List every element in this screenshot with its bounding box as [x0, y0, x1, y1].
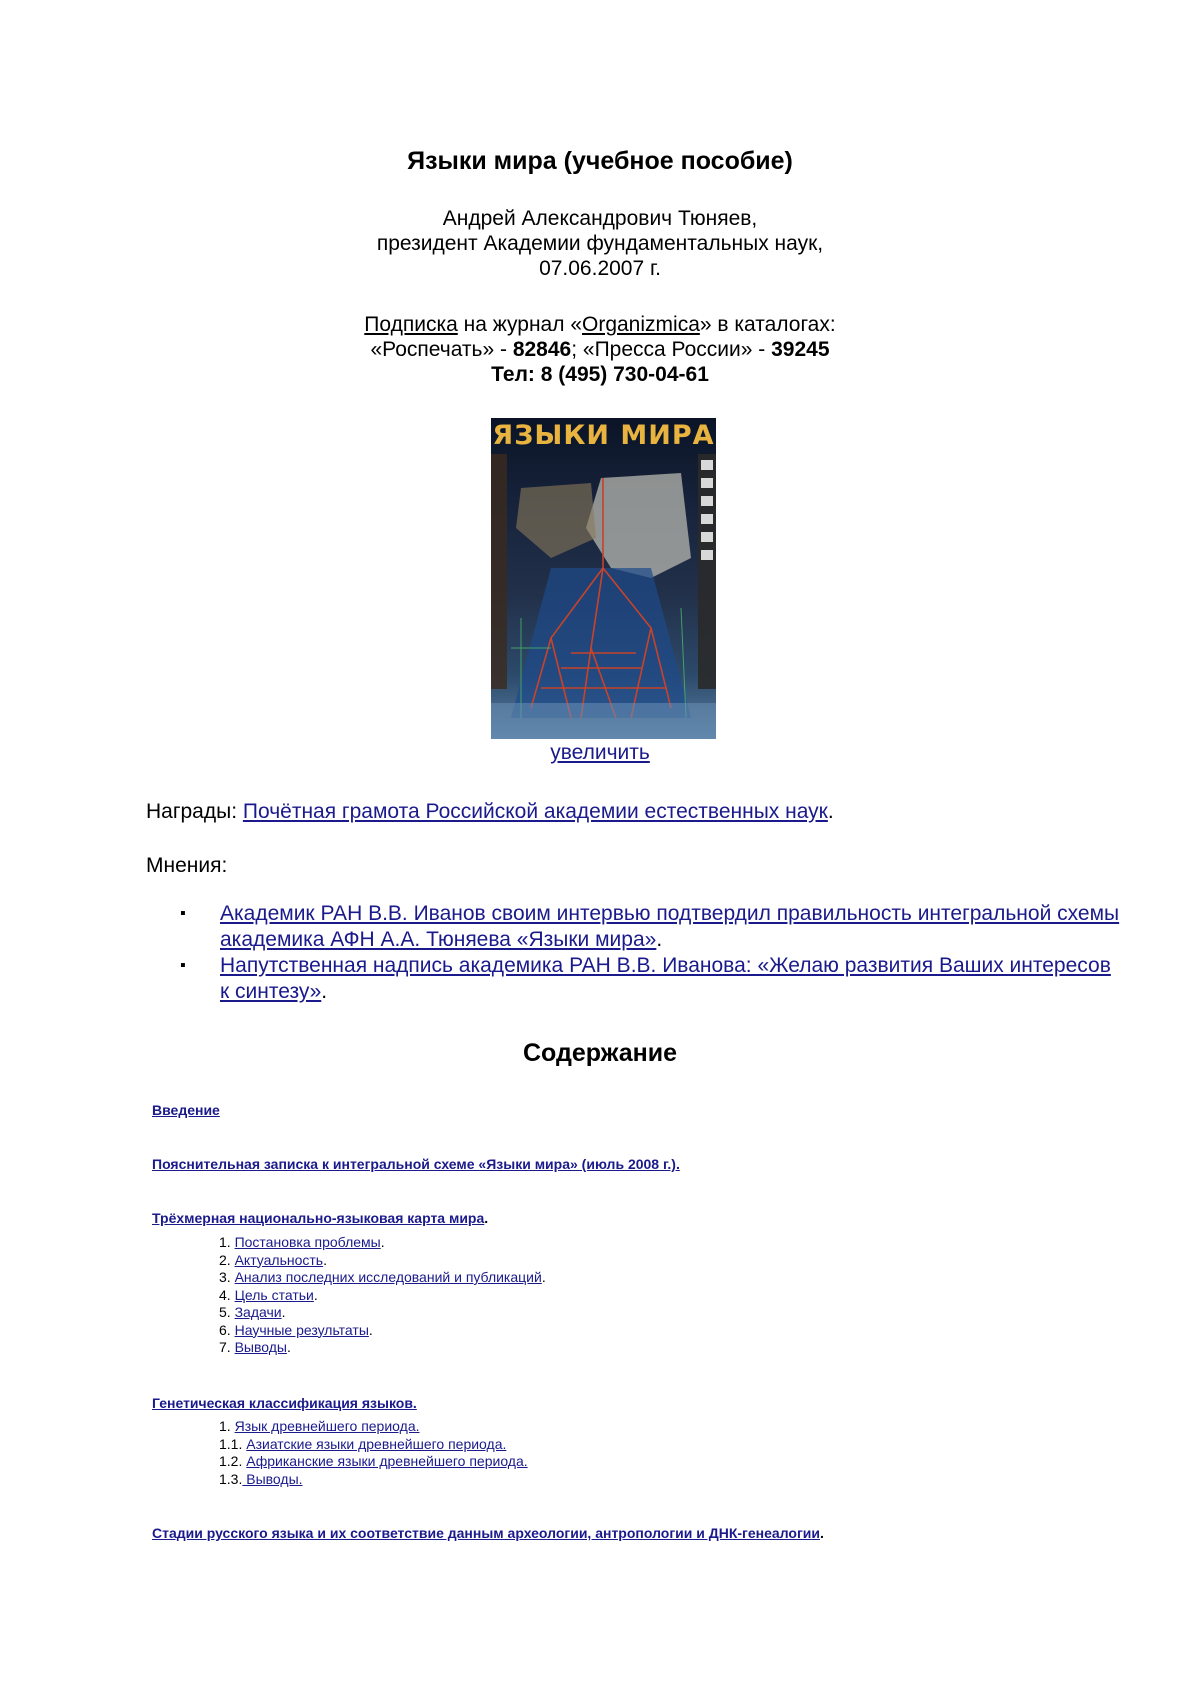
- toc-link-map[interactable]: Трёхмерная национально-языковая карта мира: [152, 1210, 485, 1226]
- phone: Тел: 8 (495) 730-04-61: [491, 363, 709, 386]
- list-item: [219, 1471, 528, 1489]
- item-number: 6.: [219, 1321, 235, 1338]
- subscription-block: [0, 312, 1200, 387]
- toc-sublink[interactable]: Постановка проблемы: [234, 1234, 381, 1250]
- item-end: .: [541, 1269, 546, 1285]
- opinion-link-1[interactable]: Академик РАН В.В. Иванов своим интервью подтвердил правильность интегральной схемы академика АФН А.А. Тюняева «Языки мира»: [220, 902, 1120, 951]
- contents-heading-block: [0, 1039, 1200, 1068]
- item-number: 3.: [219, 1269, 235, 1285]
- toc-sublist-map: [219, 1234, 546, 1357]
- toc-section: [152, 1210, 488, 1226]
- opinion-end: .: [656, 928, 663, 951]
- item-number: 5.: [219, 1304, 235, 1320]
- item-number: 4.: [219, 1286, 235, 1303]
- list-item: [219, 1234, 546, 1252]
- toc-sublink[interactable]: Выводы.: [242, 1470, 303, 1487]
- item-number: 7.: [219, 1339, 235, 1355]
- author-name: Андрей Александрович Тюняев,: [442, 207, 758, 230]
- enlarge-link[interactable]: увеличить: [550, 741, 650, 764]
- pressa-label: ; «Пресса России» -: [571, 338, 772, 361]
- awards-link[interactable]: Почётная грамота Российской академии естественных наук: [242, 800, 828, 823]
- subscription-text-2: » в каталогах:: [699, 313, 836, 336]
- item-end: .: [323, 1251, 327, 1268]
- toc-link-note[interactable]: Пояснительная записка к интегральной схеме «Языки мира» (июль 2008 г.).: [152, 1156, 680, 1172]
- toc-sublink[interactable]: Выводы: [234, 1339, 287, 1355]
- toc-sublink[interactable]: Азиатские языки древнейшего периода.: [246, 1435, 507, 1452]
- awards-label: Награды:: [146, 800, 243, 823]
- subscription-line: [0, 312, 1200, 337]
- list-item: [219, 1287, 546, 1305]
- list-item: [219, 1418, 528, 1436]
- page-title: Языки мира (учебное пособие): [407, 147, 793, 175]
- item-end: .: [368, 1321, 373, 1338]
- awards-end: .: [827, 800, 834, 823]
- toc-sublist-genetic: [219, 1418, 528, 1488]
- opinions-label: Мнения:: [146, 854, 228, 877]
- catalog-line: [0, 337, 1200, 362]
- list-item: [219, 1304, 546, 1322]
- toc-section: [152, 1395, 417, 1411]
- subscription-link[interactable]: Подписка: [364, 313, 458, 336]
- item-end: .: [286, 1339, 291, 1355]
- item-end: .: [313, 1286, 318, 1303]
- list-item: [220, 953, 1120, 1005]
- toc-link-stages[interactable]: Стадии русского языка и их соответствие данным археологии, антропологии и ДНК-генеалогии: [152, 1525, 820, 1541]
- cover-image[interactable]: [491, 418, 716, 739]
- toc-sublink[interactable]: Научные результаты: [234, 1321, 369, 1338]
- item-number: 1.2.: [219, 1453, 247, 1469]
- item-number: 2.: [219, 1251, 235, 1268]
- author-date: 07.06.2007 г.: [539, 257, 661, 280]
- pressa-code: 39245: [771, 338, 830, 361]
- journal-link[interactable]: Organizmica: [582, 313, 700, 336]
- item-end: .: [281, 1304, 286, 1320]
- toc-sublink[interactable]: Язык древнейшего периода.: [234, 1418, 420, 1434]
- opinions-list: [180, 901, 1120, 1005]
- toc-link-intro[interactable]: Введение: [152, 1102, 220, 1118]
- title-block: [0, 147, 1200, 176]
- item-number: 1.: [219, 1418, 235, 1434]
- item-end: .: [380, 1234, 385, 1250]
- toc-sublink[interactable]: Актуальность: [234, 1251, 324, 1268]
- item-number: 1.1.: [219, 1435, 247, 1452]
- toc-end: .: [820, 1525, 824, 1541]
- toc-link-genetic[interactable]: Генетическая классификация языков.: [152, 1395, 417, 1411]
- contents-heading: Содержание: [522, 1039, 678, 1067]
- cover-artwork: [491, 418, 716, 739]
- toc-section: [152, 1156, 680, 1172]
- toc-end: .: [484, 1210, 489, 1226]
- author-position: президент Академии фундаментальных наук,: [376, 232, 824, 255]
- toc-section: [152, 1102, 220, 1118]
- toc-sublink[interactable]: Цель статьи: [234, 1286, 314, 1303]
- list-item: [219, 1453, 528, 1471]
- opinion-end: .: [321, 980, 328, 1003]
- list-item: [219, 1339, 546, 1357]
- awards-line: [146, 799, 834, 825]
- toc-sublink[interactable]: Задачи: [234, 1304, 282, 1320]
- list-item: [219, 1252, 546, 1270]
- toc-sublink[interactable]: Анализ последних исследований и публикаций: [234, 1269, 542, 1285]
- opinion-link-2[interactable]: Напутственная надпись академика РАН В.В. Иванова: «Желаю развития Ваших интересов к синтезу»: [220, 954, 1111, 1003]
- toc-sublink[interactable]: Африканские языки древнейшего периода.: [246, 1453, 528, 1469]
- list-item: [219, 1436, 528, 1454]
- rospechat-code: 82846: [512, 338, 572, 361]
- author-block: [0, 206, 1200, 281]
- rospechat-label: «Роспечать» -: [370, 338, 513, 361]
- subscription-text: на журнал «: [457, 313, 582, 336]
- enlarge-row: [0, 741, 1200, 765]
- item-number: 1.3.: [219, 1470, 243, 1487]
- list-item: [220, 901, 1120, 953]
- list-item: [219, 1269, 546, 1287]
- cover-title: ЯЗЫКИ МИРА: [492, 420, 715, 451]
- toc-section: [152, 1525, 824, 1541]
- item-number: 1.: [219, 1234, 235, 1250]
- phone-line: [0, 362, 1200, 387]
- list-item: [219, 1322, 546, 1340]
